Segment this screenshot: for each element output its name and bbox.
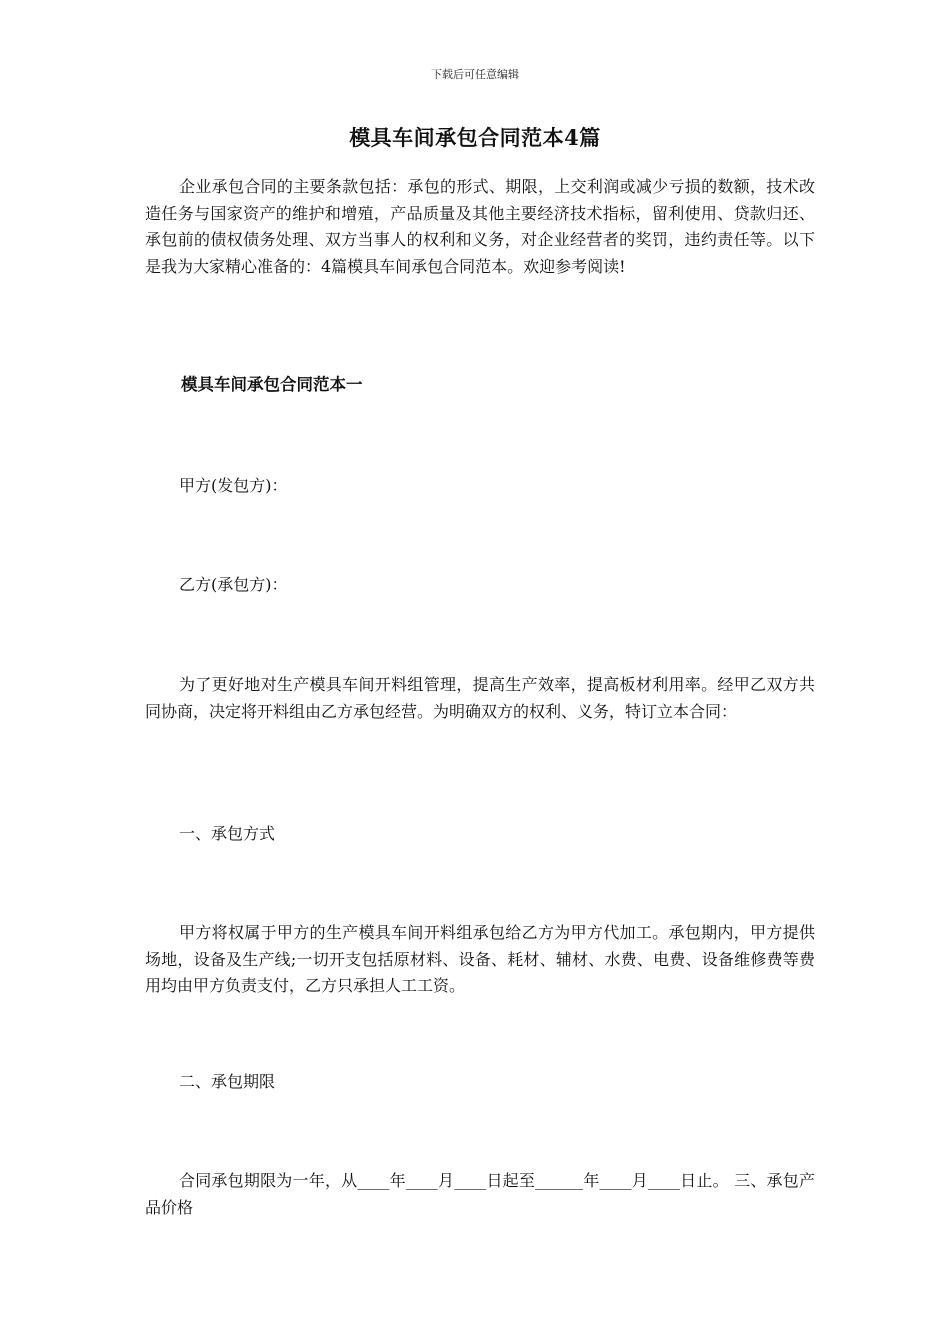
header-note: 下载后可任意编辑 bbox=[431, 68, 519, 81]
intro-paragraph: 企业承包合同的主要条款包括：承包的形式、期限，上交利润或减少亏损的数额，技术改造任务与国家资产的维护和增殖，产品质量及其他主要经济技术指标，留利使用、贷款归还、承包前的债权债务处理、双方当事人的权利和义务，对企业经营者的奖罚，违约责任等。以下是我为大家精心准备的：4篇模具车间承包合同范本。欢迎参考阅读! bbox=[145, 177, 815, 276]
party-b-line: 乙方(承包方)： bbox=[179, 575, 288, 594]
clause-1-heading: 一、承包方式 bbox=[179, 824, 276, 843]
document-title: 模具车间承包合同范本4篇 bbox=[349, 125, 601, 150]
purpose-paragraph: 为了更好地对生产模具车间开料组管理，提高生产效率，提高板材利用率。经甲乙双方共同协商，决定将开料组由乙方承包经营。为明确双方的权利、义务，特订立本合同： bbox=[145, 675, 815, 721]
clause-2-body: 合同承包期限为一年，从____年____月____日起至______年____月____日止。 三、承包产品价格 bbox=[145, 1171, 815, 1217]
clause-2-heading: 二、承包期限 bbox=[179, 1072, 276, 1091]
section-title: 模具车间承包合同范本一 bbox=[181, 375, 363, 394]
party-a-line: 甲方(发包方)： bbox=[179, 476, 288, 495]
clause-1-body: 甲方将权属于甲方的生产模具车间开料组承包给乙方为甲方代加工。承包期内，甲方提供场地，设备及生产线;一切开支包括原材料、设备、耗材、辅材、水费、电费、设备维修费等费用均由甲方负责支付，乙方只承担人工工资。 bbox=[145, 923, 815, 995]
